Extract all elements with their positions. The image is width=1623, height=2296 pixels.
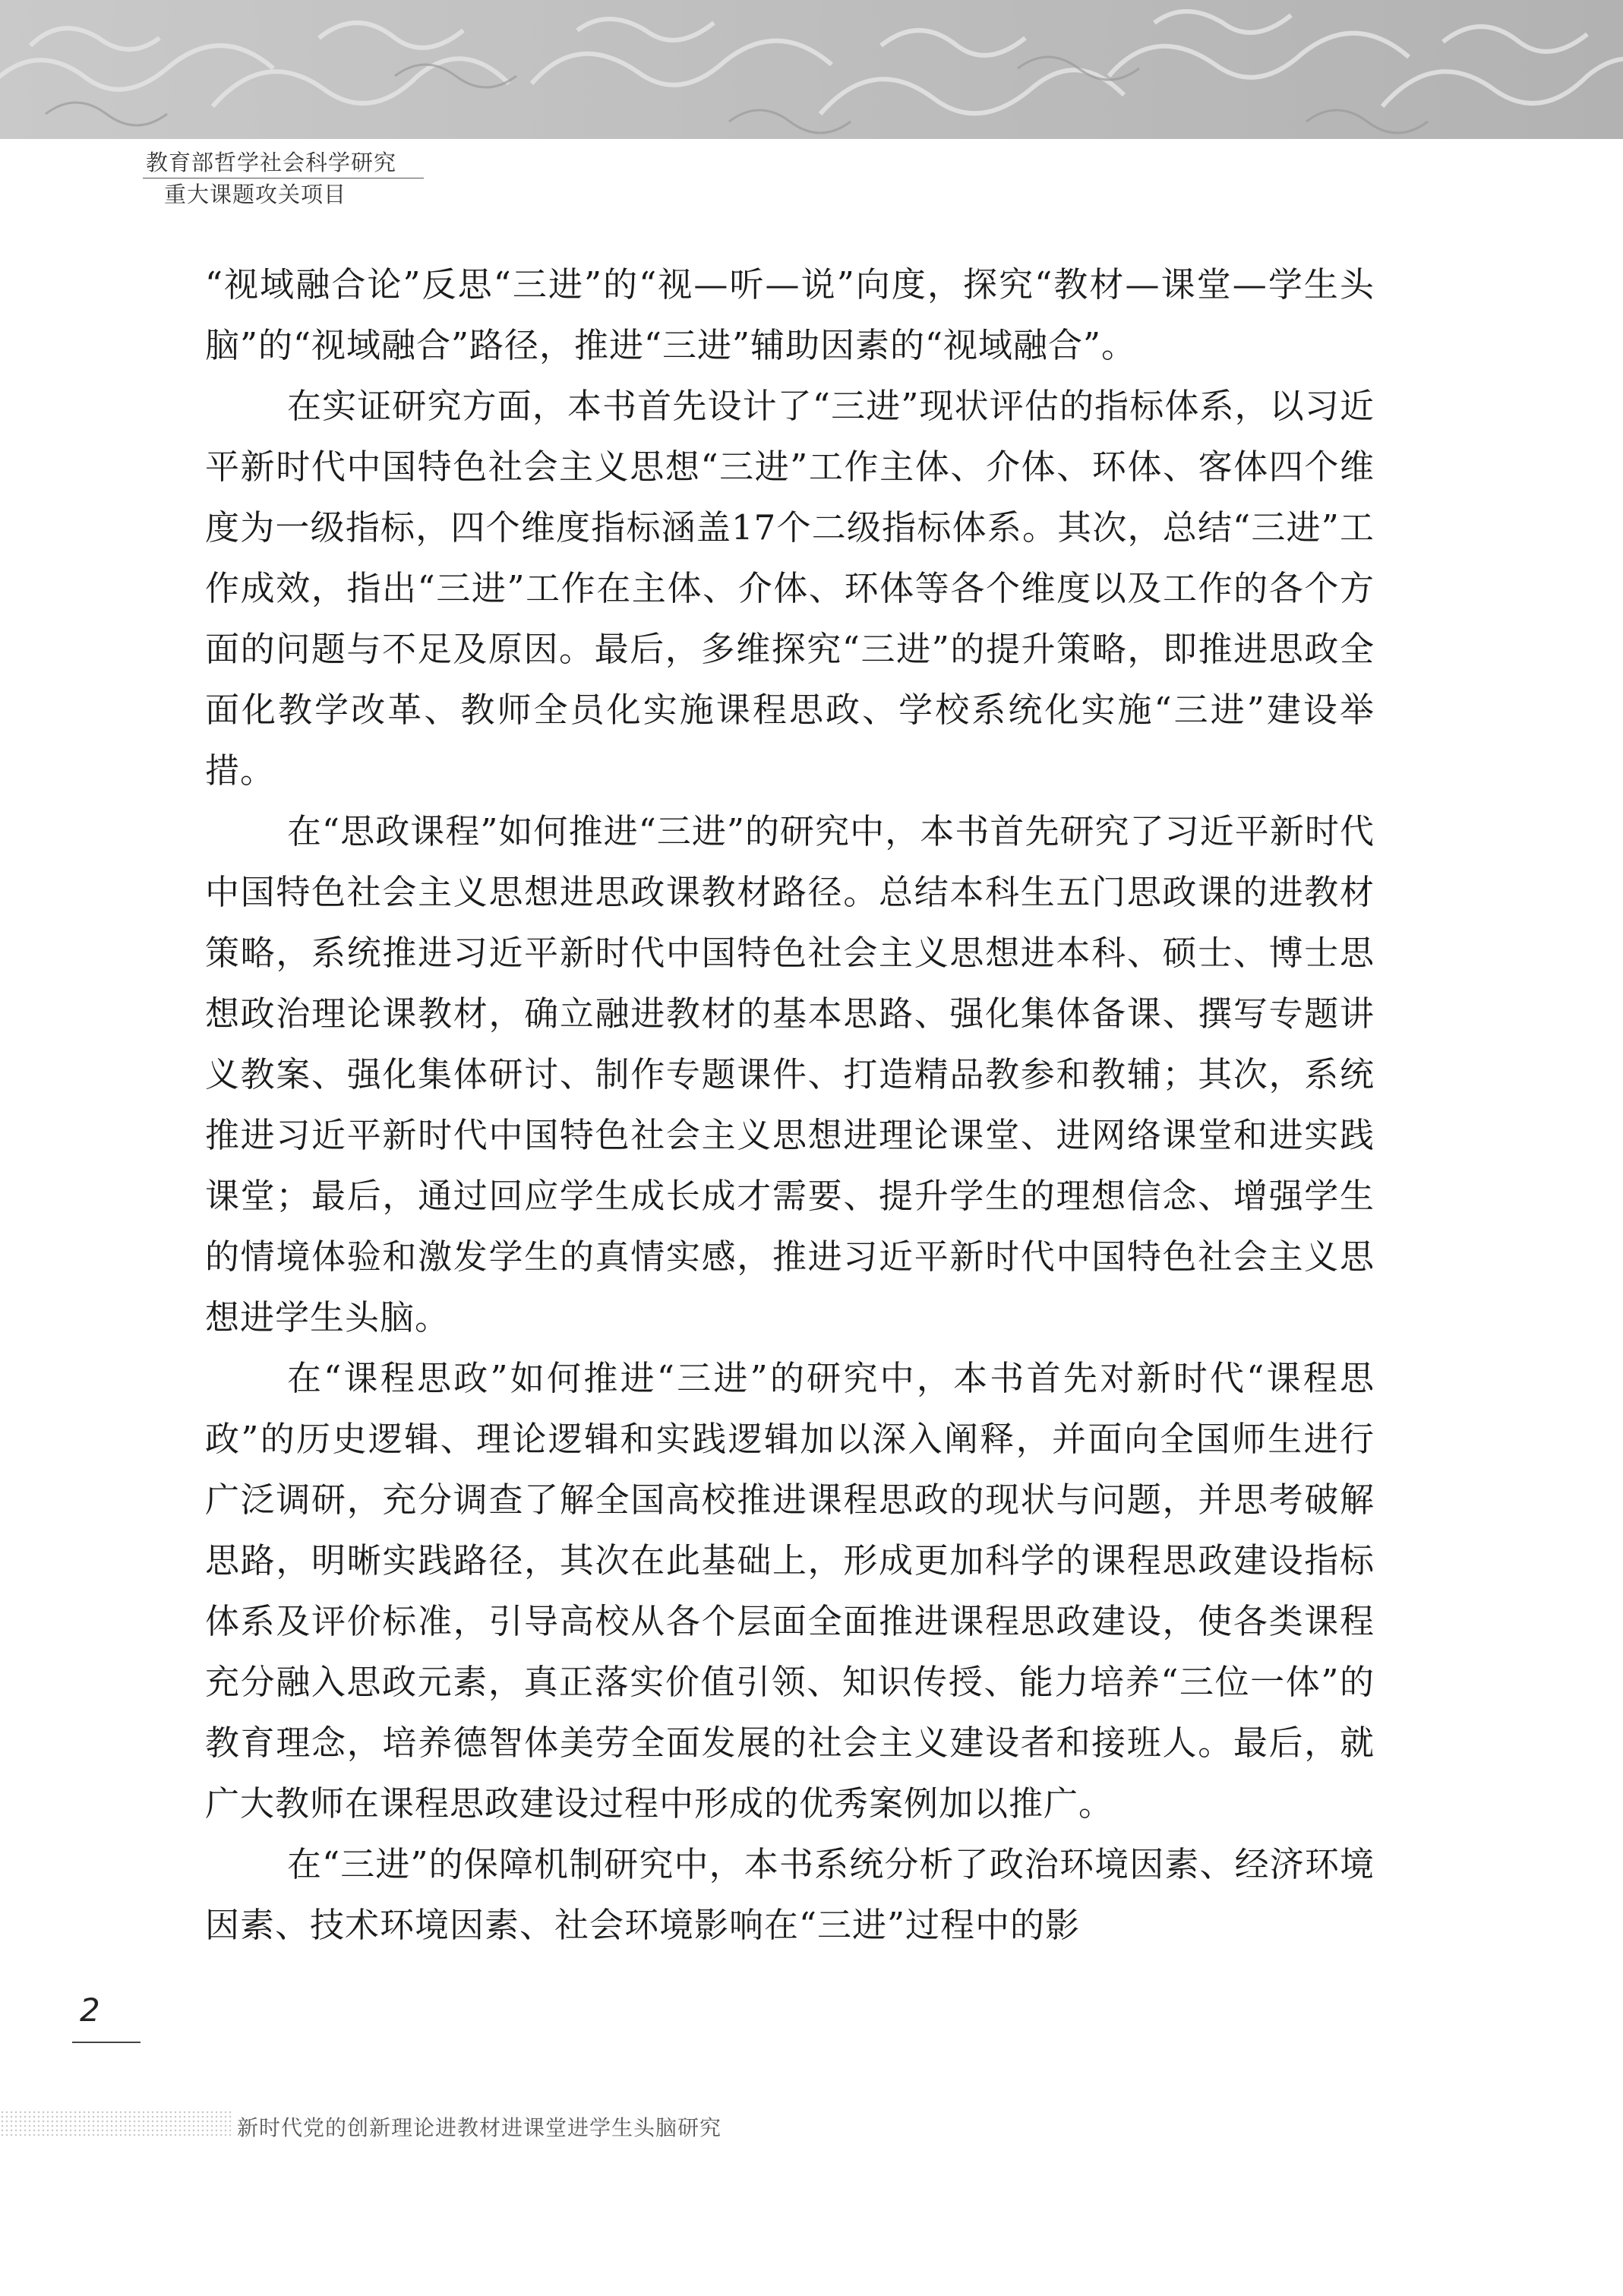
series-title-line2: 重大课题攻关项目: [164, 182, 347, 207]
series-title-line1: 教育部哲学社会科学研究: [146, 150, 397, 175]
page-number-rule: [72, 2042, 141, 2043]
footer-dot-pattern: [0, 2110, 232, 2137]
paragraph-2: 在实证研究方面，本书首先设计了“三进”现状评估的指标体系，以习近平新时代中国特色社会主义思想“三进”工作主体、介体、环体、客体四个维度为一级指标，四个维度指标涵盖17个二级指标体系。其次，总结“三进”工作成效，指出“三进”工作在主体、介体、环体等各个维度以及工作的各个方面的问题与不足及原因。最后，多维探究“三进”的提升策略，即推进思政全面化教学改革、教师全员化实施课程思政、学校系统化实施“三进”建设举措。: [205, 386, 1375, 791]
decorative-cloud-banner: [0, 0, 1623, 139]
page-number: 2: [80, 1991, 100, 2029]
cloud-pattern-icon: [0, 0, 1623, 139]
series-header: [143, 149, 424, 207]
paragraph-4: 在“课程思政”如何推进“三进”的研究中，本书首先对新时代“课程思政”的历史逻辑、理论逻辑和实践逻辑加以深入阐释，并面向全国师生进行广泛调研，充分调查了解全国高校推进课程思政的现状与问题，并思考破解思路，明晰实践路径，其次在此基础上，形成更加科学的课程思政建设指标体系及评价标准，引导高校从各个层面全面推进课程思政建设，使各类课程充分融入思政元素，真正落实价值引领、知识传授、能力培养“三位一体”的教育理念，培养德智体美劳全面发展的社会主义建设者和接班人。最后，就广大教师在课程思政建设过程中形成的优秀案例加以推广。: [205, 1358, 1375, 1824]
paragraph-3: 在“思政课程”如何推进“三进”的研究中，本书首先研究了习近平新时代中国特色社会主义思想进思政课教材路径。总结本科生五门思政课的进教材策略，系统推进习近平新时代中国特色社会主义思想进本科、硕士、博士思想政治理论课教材，确立融进教材的基本思路、强化集体备课、撰写专题讲义教案、强化集体研讨、制作专题课件、打造精品教参和教辅；其次，系统推进习近平新时代中国特色社会主义思想进理论课堂、进网络课堂和进实践课堂；最后，通过回应学生成长成才需要、提升学生的理想信念、增强学生的情境体验和激发学生的真情实感，推进习近平新时代中国特色社会主义思想进学生头脑。: [205, 811, 1375, 1337]
footer-book-title: 新时代党的创新理论进教材进课堂进学生头脑研究: [237, 2115, 722, 2140]
body-text: [205, 254, 1375, 1956]
paragraph-5: 在“三进”的保障机制研究中，本书系统分析了政治环境因素、经济环境因素、技术环境因素、社会环境影响在“三进”过程中的影: [205, 1844, 1375, 1945]
paragraph-1: “视域融合论”反思“三进”的“视—听—说”向度，探究“教材—课堂—学生头脑”的“视域融合”路径，推进“三进”辅助因素的“视域融合”。: [205, 264, 1375, 365]
